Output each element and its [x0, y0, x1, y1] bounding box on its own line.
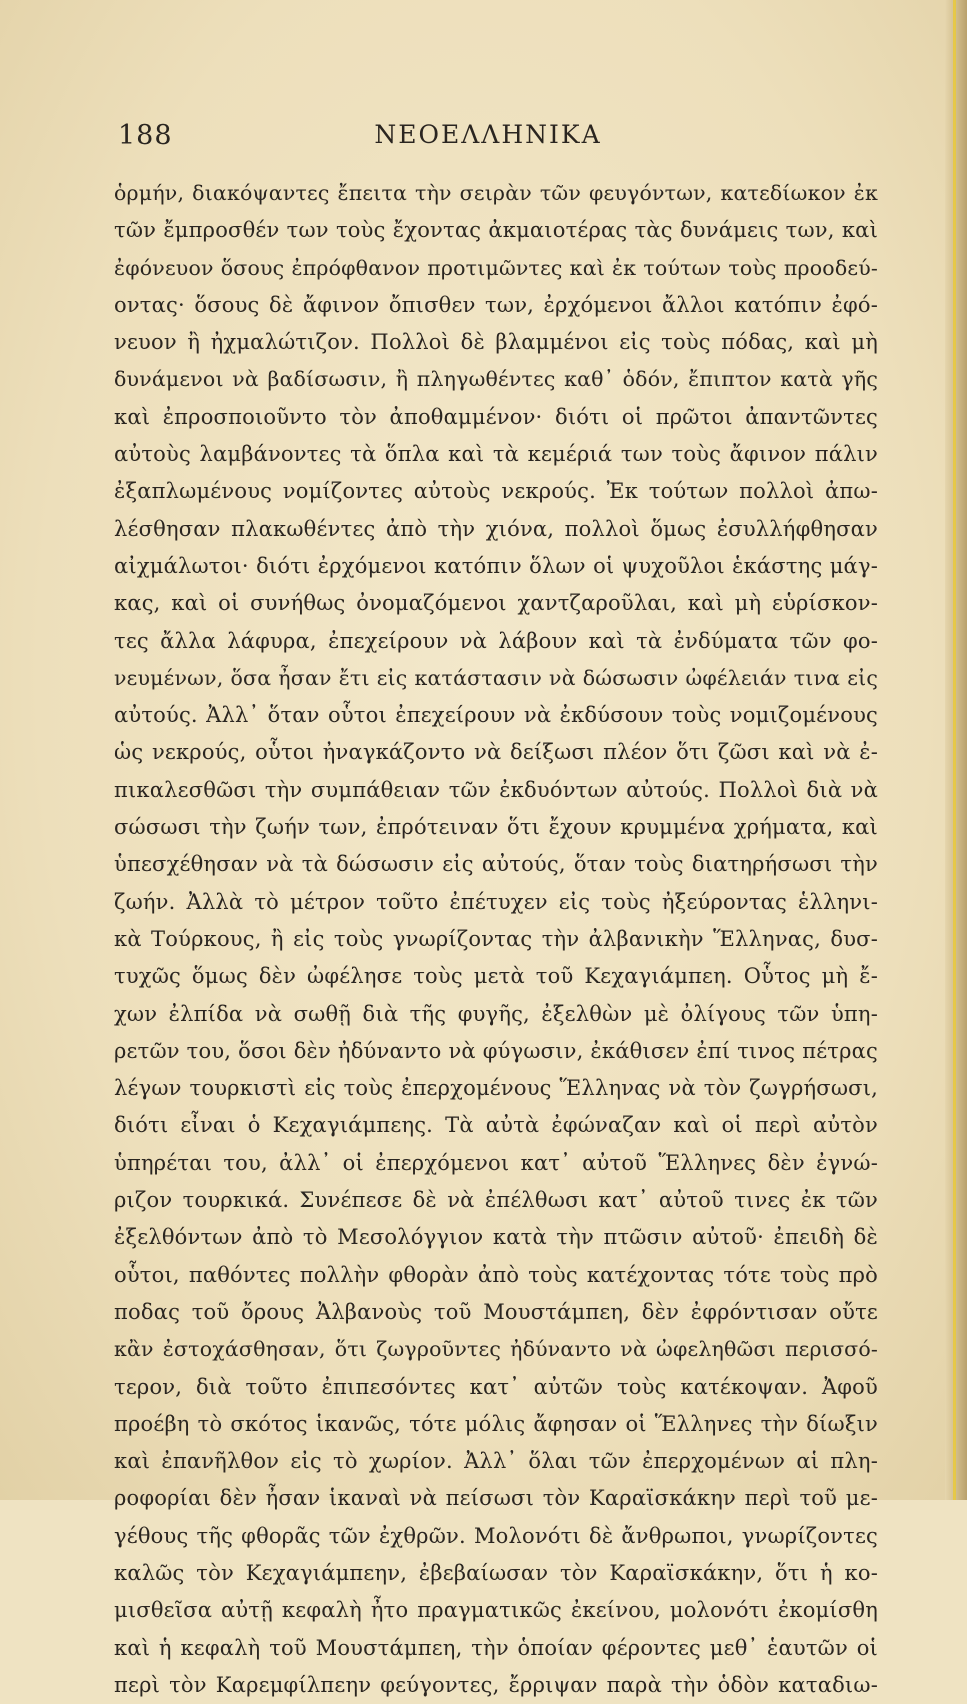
text-line: ζωήν. Ἀλλὰ τὸ μέτρον τοῦτο ἐπέτυχεν εἰς τοὺς ἠξεύροντας ἑλληνι- [114, 889, 878, 914]
text-line: ροφορίαι δὲν ἦσαν ἱκαναὶ νὰ πείσωσι τὸν Καραϊσκάκην περὶ τοῦ με- [114, 1486, 878, 1511]
text-line: καὶ ἐπανῆλθον εἰς τὸ χωρίον. Ἀλλ᾽ ὅλαι τῶν ἐπερχομένων αἱ πλη- [114, 1449, 878, 1474]
text-line: ποδας τοῦ ὄρους Ἀλβανοὺς τοῦ Μουστάμπεη, δὲν ἐφρόντισαν οὔτε [114, 1299, 878, 1324]
body-text [114, 175, 878, 1704]
text-line: αὐτοὺς λαμβάνοντες τὰ ὅπλα καὶ τὰ κεμέριά των τοὺς ἄφινον πάλιν [114, 442, 878, 467]
text-line: τες ἄλλα λάφυρα, ἐπεχείρουν νὰ λάβουν καὶ τὰ ἐνδύματα τῶν φο- [114, 628, 878, 653]
text-line: ἐφόνευον ὅσους ἐπρόφθανον προτιμῶντες καὶ ἐκ τούτων τοὺς προοδεύ- [114, 255, 878, 280]
text-line: κἂν ἐστοχάσθησαν, ὅτι ζωγροῦντες ἠδύναντο νὰ ὠφεληθῶσι περισσό- [114, 1337, 878, 1362]
text-line: ὡς νεκρούς, οὗτοι ἠναγκάζοντο νὰ δείξωσι πλέον ὅτι ζῶσι καὶ νὰ ἐ- [114, 740, 878, 765]
running-title: ΝΕΟΕΛΛΗΝΙΚΑ [374, 120, 602, 149]
text-line: οντας· ὅσους δὲ ἄφινον ὄπισθεν των, ἐρχόμενοι ἄλλοι κατόπιν ἐφό- [114, 292, 878, 317]
text-line: ριζον τουρκικά. Συνέπεσε δὲ νὰ ἐπέλθωσι κατ᾽ αὐτοῦ τινες ἐκ τῶν [114, 1188, 878, 1213]
page-number: 188 [118, 120, 173, 151]
text-line: νευμένων, ὅσα ἦσαν ἔτι εἰς κατάστασιν νὰ δώσωσιν ὠφέλειάν τινα εἰς [114, 665, 878, 690]
text-line: ρετῶν του, ὅσοι δὲν ἠδύναντο νὰ φύγωσιν, ἐκάθισεν ἐπί τινος πέτρας [114, 1038, 878, 1063]
text-line: διότι εἶναι ὁ Κεχαγιάμπεης. Τὰ αὐτὰ ἐφώναζαν καὶ οἱ περὶ αὐτὸν [114, 1113, 878, 1138]
text-line: καὶ ἐπροσποιοῦντο τὸν ἀποθαμμένον· διότι οἱ πρῶτοι ἀπαντῶντες [114, 404, 878, 429]
text-line: γέθους τῆς φθορᾶς τῶν ἐχθρῶν. Μολονότι δὲ ἄνθρωποι, γνωρίζοντες [114, 1523, 878, 1548]
text-line: νευον ἢ ἠχμαλώτιζον. Πολλοὶ δὲ βλαμμένοι εἰς τοὺς πόδας, καὶ μὴ [114, 330, 878, 355]
text-line: πικαλεσθῶσι τὴν συμπάθειαν τῶν ἐκδυόντων αὐτούς. Πολλοὶ διὰ νὰ [114, 777, 878, 802]
text-line: τερον, διὰ τοῦτο ἐπιπεσόντες κατ᾽ αὐτῶν τοὺς κατέκοψαν. Ἀφοῦ [114, 1374, 878, 1399]
text-line: ἐξαπλωμένους νομίζοντες αὐτοὺς νεκρούς. Ἐκ τούτων πολλοὶ ἀπω- [114, 479, 878, 504]
text-line: ὁρμήν, διακόψαντες ἔπειτα τὴν σειρὰν τῶν φευγόντων, κατεδίωκον ἐκ [114, 181, 878, 205]
text-line: μισθεῖσα αὐτῇ κεφαλὴ ἦτο πραγματικῶς ἐκείνου, μολονότι ἐκομίσθη [114, 1598, 878, 1623]
text-line: ὑπεσχέθησαν νὰ τὰ δώσωσιν εἰς αὐτούς, ὅταν τοὺς διατηρήσωσι τὴν [114, 852, 878, 877]
text-line: καλῶς τὸν Κεχαγιάμπεην, ἐβεβαίωσαν τὸν Καραϊσκάκην, ὅτι ἡ κο- [114, 1560, 878, 1585]
text-line: οὗτοι, παθόντες πολλὴν φθορὰν ἀπὸ τοὺς κατέχοντας τότε τοὺς πρὸ [114, 1262, 878, 1287]
text-line: ἐξελθόντων ἀπὸ τὸ Μεσολόγγιον κατὰ τὴν πτῶσιν αὐτοῦ· ἐπειδὴ δὲ [114, 1225, 878, 1250]
text-line: καὶ ἡ κεφαλὴ τοῦ Μουστάμπεη, τὴν ὁποίαν φέροντες μεθ᾽ ἑαυτῶν οἱ [114, 1635, 878, 1660]
text-line: δυνάμενοι νὰ βαδίσωσιν, ἢ πληγωθέντες καθ᾽ ὁδόν, ἔπιπτον κατὰ γῆς [114, 367, 878, 392]
text-line: ὑπηρέται του, ἀλλ᾽ οἱ ἐπερχόμενοι κατ᾽ αὐτοῦ Ἕλληνες δὲν ἐγνώ- [114, 1150, 878, 1175]
text-line: κὰ Τούρκους, ἢ εἰς τοὺς γνωρίζοντας τὴν ἀλβανικὴν Ἕλληνας, δυσ- [114, 926, 878, 951]
page-edge [945, 0, 967, 1500]
text-line: λέσθησαν πλακωθέντες ἀπὸ τὴν χιόνα, πολλοὶ ὅμως ἐσυλλήφθησαν [114, 516, 878, 541]
text-line: σώσωσι τὴν ζωήν των, ἐπρότειναν ὅτι ἔχουν κρυμμένα χρήματα, καὶ [114, 815, 878, 840]
text-line: χων ἐλπίδα νὰ σωθῇ διὰ τῆς φυγῆς, ἐξελθὼν μὲ ὀλίγους τῶν ὑπη- [114, 1001, 878, 1026]
text-line: τῶν ἔμπροσθέν των τοὺς ἔχοντας ἀκμαιοτέρας τὰς δυνάμεις των, καὶ [114, 218, 878, 243]
running-head [118, 120, 858, 160]
text-line: τυχῶς ὅμως δὲν ὠφέλησε τοὺς μετὰ τοῦ Κεχαγιάμπεη. Οὗτος μὴ ἔ- [114, 964, 878, 989]
text-line: προέβη τὸ σκότος ἱκανῶς, τότε μόλις ἄφησαν οἱ Ἕλληνες τὴν δίωξιν [114, 1411, 878, 1436]
text-line: αἰχμάλωτοι· διότι ἐρχόμενοι κατόπιν ὅλων οἱ ψυχοῦλοι ἑκάστης μάγ- [114, 553, 878, 578]
text-line: κας, καὶ οἱ συνήθως ὀνομαζόμενοι χαντζαροῦλαι, καὶ μὴ εὑρίσκον- [114, 591, 878, 616]
text-line: λέγων τουρκιστὶ εἰς τοὺς ἐπερχομένους Ἕλληνας νὰ τὸν ζωγρήσωσι, [114, 1076, 878, 1101]
text-line: περὶ τὸν Καρεμφίλπεην φεύγοντες, ἔρριψαν παρὰ τὴν ὁδὸν καταδιω- [114, 1672, 878, 1697]
text-line: αὐτούς. Ἀλλ᾽ ὅταν οὗτοι ἐπεχείρουν νὰ ἐκδύσουν τοὺς νομιζομένους [114, 703, 878, 728]
